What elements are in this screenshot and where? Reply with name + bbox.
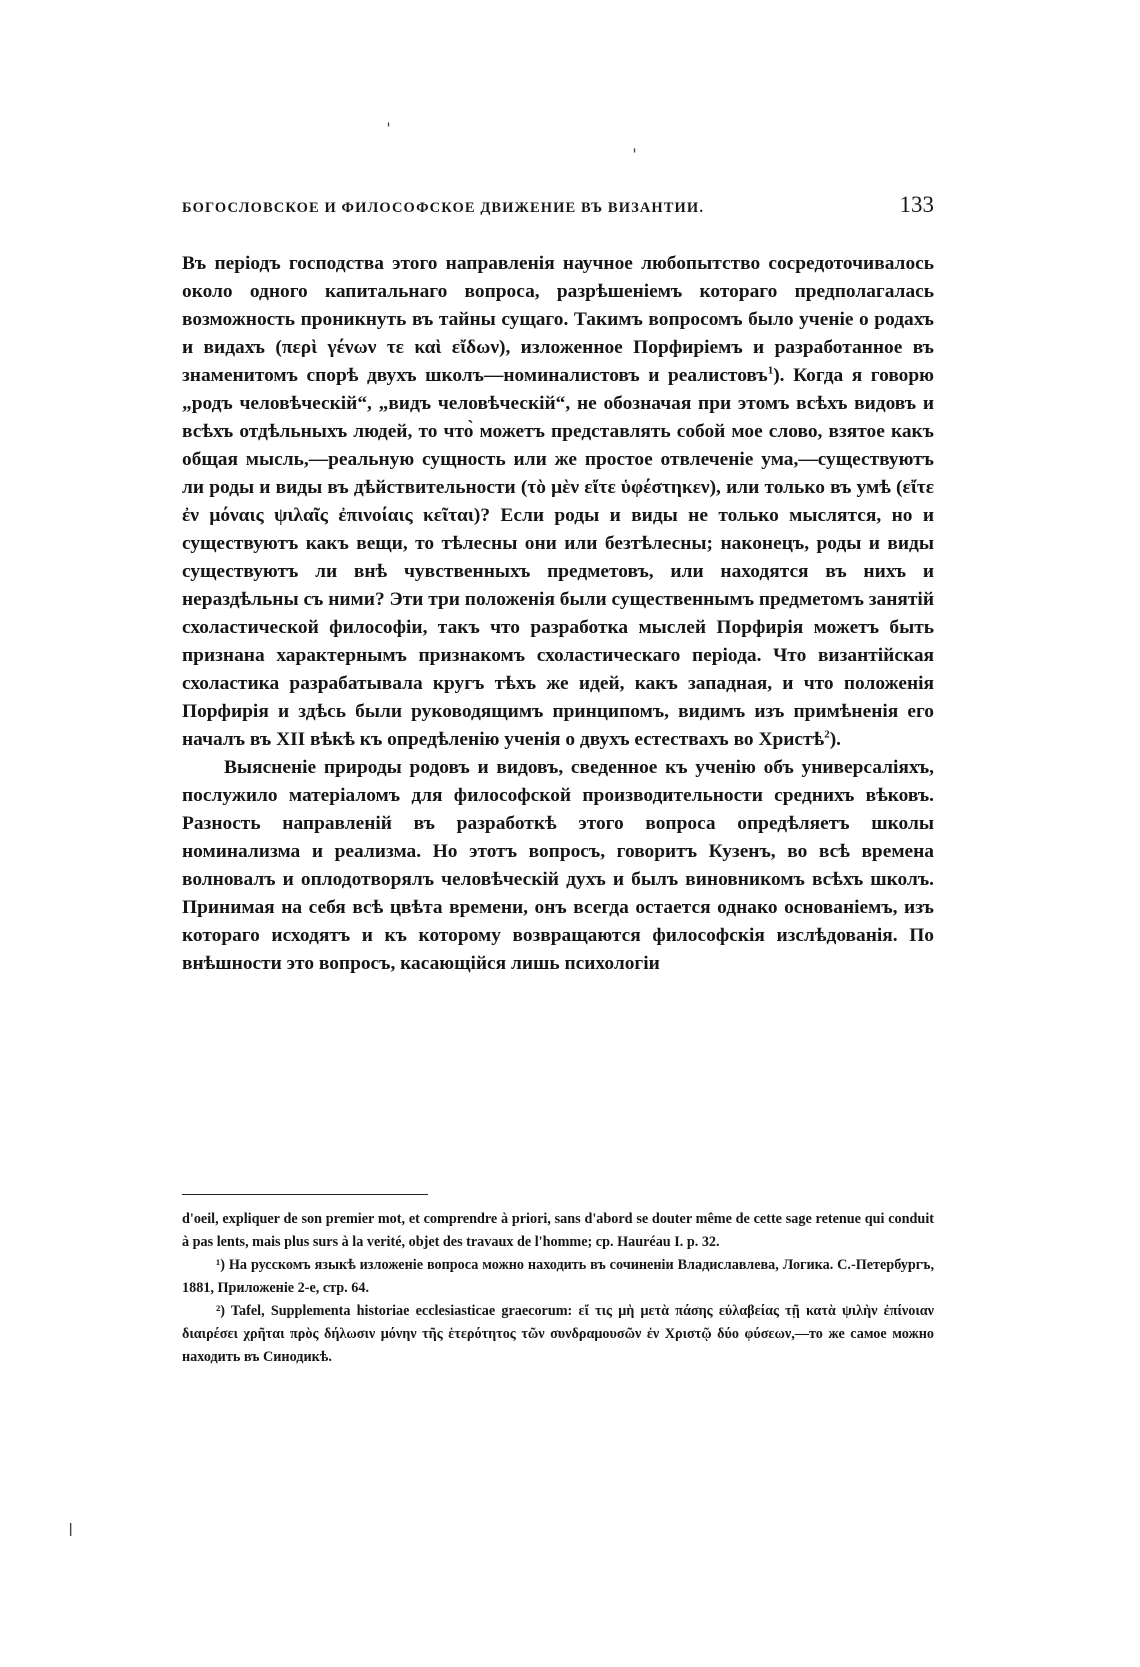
footnote-divider: [182, 1194, 428, 1195]
running-head: БОГОСЛОВСКОЕ И ФИЛОСОФСКОЕ ДВИЖЕНИЕ ВЪ ВИЗАНТИИ.: [182, 200, 705, 216]
footnote-1: ¹) На русскомъ языкѣ изложеніе вопроса можно находить въ сочиненіи Владиславлева, Логика. С.-Петербургъ, 1881, Приложеніе 2-е, стр. 64.: [182, 1257, 934, 1296]
paragraph: Въ періодъ господства этого направленія научное любопытство сосредоточивалось около одного капитальнаго вопроса, разрѣшеніемъ котораго предполагалась возможность проникнуть въ тайны сущаго. Такимъ вопросомъ было ученіе о родахъ и видахъ (περὶ γένων τε καὶ εἴδων), изложенное Порфиріемъ и разработанное въ знаменитомъ спорѣ двухъ школъ—номиналистовъ и реалистовъ$^1$). Когда я говорю „родъ человѣческій“, „видъ человѣческій“, не обозначая при этомъ всѣхъ видовъ и всѣхъ отдѣльныхъ людей, то что̀ можетъ представлять собой мое слово, взятое какъ общая мысль,—реальную сущность или же простое отвлеченіе ума,—существуютъ ли роды и виды въ дѣйствительности (τὸ μὲν εἴτε ὑφέστηκεν), или только въ умѣ (εἴτε ἐν μόναις ψιλαῖς ἐπινοίαις κεῖται)? Если роды и виды не только мыслятся, но и существуютъ какъ вещи, то тѣлесны они или безтѣлесны; наконецъ, роды и виды существуютъ ли внѣ чувственныхъ предметовъ, или находятся въ нихъ и нераздѣльны съ ними? Эти три положенія были существеннымъ предметомъ занятій схоластической философіи, такъ что разработка мыслей Порфирія можетъ быть признана характернымъ признакомъ схоластическаго періода. Что византійская схоластика разрабатывала кругъ тѣхъ же идей, какъ западная, и что положенія Порфирія и здѣсь были руководящимъ принципомъ, видимъ изъ примѣненія его началъ въ XII вѣкѣ къ опредѣленію ученія о двухъ естествахъ во Христѣ$^2$).: [182, 253, 934, 750]
page-number: 133: [899, 192, 934, 217]
page-header: [182, 192, 934, 222]
scan-speck: ˈ: [632, 146, 637, 167]
footnote-ref[interactable]: 1: [767, 364, 774, 377]
footnote-2: ²) Tafel, Supplementa historiae ecclesiasticae graecorum: εἴ τις μὴ μετὰ πάσης εὐλαβείας τῇ κατὰ ψιλὴν ἐπίνοιαν διαιρέσει χρῆται πρὸς δήλωσιν μόνην τῆς ἑτερότητος τῶν συνδραμουσῶν ἐν Χριστῷ δύο φύσεων,—то же самое можно находить въ Синодикѣ.: [182, 1303, 934, 1365]
footnote-ref[interactable]: 2: [824, 728, 830, 741]
main-text: [182, 250, 934, 978]
footnote-continuation: d'oeil, expliquer de son premier mot, et comprendre à priori, sans d'abord se douter même de cette sage retenue qui conduit à pas lents, mais plus surs à la verité, objet des travaux de l'homme; cp. Hauréau I. p. 32.: [182, 1211, 934, 1250]
scan-speck: ˈ: [386, 120, 391, 141]
footnotes: [182, 1208, 934, 1369]
paragraph: Выясненіе природы родовъ и видовъ, сведенное къ ученію объ универсаліяхъ, послужило матеріаломъ для философской производительности среднихъ вѣковъ. Разность направленій въ разработкѣ этого вопроса опредѣляетъ школы номинализма и реализма. Но этотъ вопросъ, говоритъ Кузенъ, во всѣ времена волновалъ и оплодотворялъ человѣческій духъ и былъ виновникомъ всѣхъ школъ. Принимая на себя всѣ цвѣта времени, онъ всегда остается однако основаніемъ, изъ котораго исходятъ и къ которому возвращаются философскія изслѣдованія. По внѣшности это вопросъ, касающійся лишь психологіи: [182, 757, 934, 974]
scan-speck: ǀ: [68, 1520, 74, 1541]
